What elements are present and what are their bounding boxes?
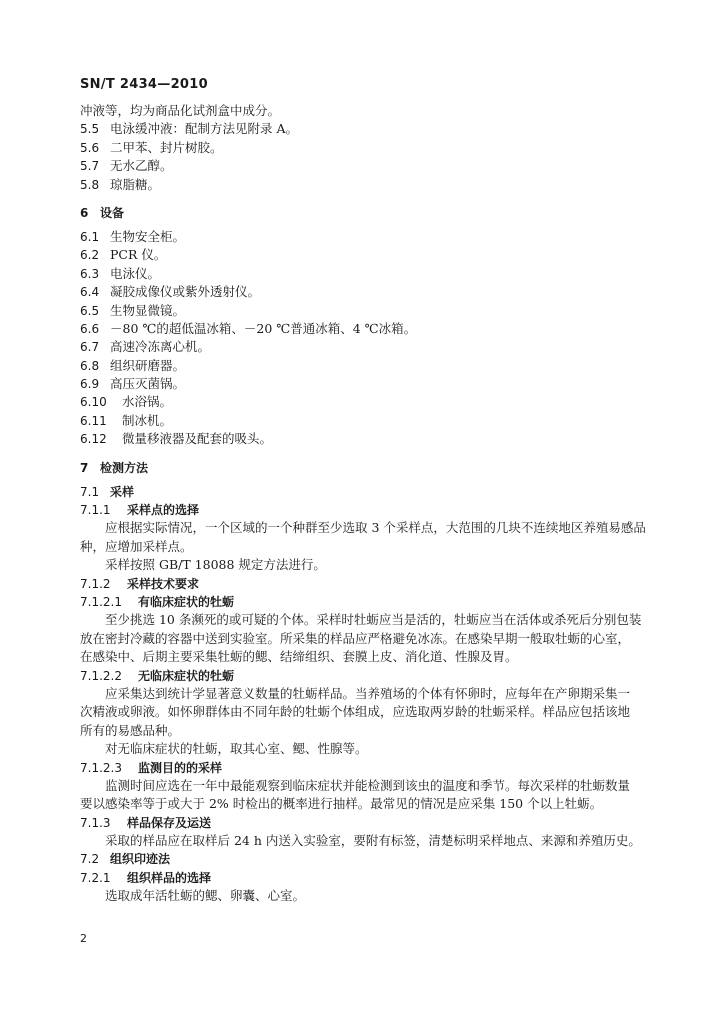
text-line: 冲液等，均为商品化试剂盒中成分。: [80, 103, 281, 118]
section-heading: [80, 455, 646, 479]
paragraph-line: 采样按照 GB/T 18088 规定方法进行。: [105, 557, 326, 573]
list-item: [80, 412, 646, 430]
item-number: 6.6: [80, 321, 100, 336]
list-item: [80, 228, 646, 246]
section-title: 设备: [100, 205, 125, 220]
item-text: 高压灭菌锅。: [110, 376, 186, 392]
list-item: [80, 320, 646, 338]
item-text: PCR 仪。: [110, 247, 167, 263]
list-item: [80, 302, 646, 320]
subsection-heading: [80, 759, 646, 777]
subsection-title: 采样: [110, 484, 135, 499]
item-number: 6.4: [80, 285, 100, 300]
subsection-heading: [80, 501, 646, 519]
paragraph-line: 放在密封冷藏的容器中送到实验室。所采集的样品应严格避免冰冻。在感染早期一般取牡蛎的心室，: [80, 630, 631, 646]
item-number: 6.9: [80, 377, 100, 392]
item-text: 生物安全柜。: [110, 228, 186, 244]
item-number: 6.3: [80, 266, 100, 281]
item-number: 6.5: [80, 303, 100, 318]
list-item: [80, 430, 646, 448]
item-number: 6.12: [80, 432, 107, 447]
subsection-heading: [80, 483, 646, 501]
list-item: [80, 246, 646, 264]
item-text: 电泳仪。: [110, 265, 161, 281]
subsection-title: 无临床症状的牡蛎: [138, 668, 235, 683]
document-body: [80, 102, 646, 906]
item-text: 无水乙醇。: [110, 158, 173, 174]
subsection-heading: [80, 575, 646, 593]
subsection-number: 7.2.1: [80, 870, 111, 885]
paragraph-line: 所有的易感品种。: [80, 722, 181, 738]
item-text: 微量移液器及配套的吸头。: [122, 431, 273, 447]
paragraph: [80, 777, 646, 814]
subsection-number: 7.1.2.2: [80, 668, 122, 683]
subsection-heading: [80, 667, 646, 685]
subsection-number: 7.1.3: [80, 815, 111, 830]
item-text: 凝胶成像仪或紫外透射仪。: [110, 284, 261, 300]
paragraph-line: 种，应增加采样点。: [80, 538, 193, 554]
list-item: [80, 176, 646, 194]
subsection-title: 样品保存及运送: [127, 815, 212, 830]
list-item: [80, 265, 646, 283]
item-text: －80 ℃的超低温冰箱、－20 ℃普通冰箱、4 ℃冰箱。: [110, 320, 417, 336]
subsection-number: 7.1: [80, 484, 100, 499]
paragraph-line: 应采集达到统计学显著意义数量的牡蛎样品。当养殖场的个体有怀卵时，应每年在产卵期采集一: [105, 685, 631, 701]
list-item: [80, 338, 646, 356]
paragraph: [80, 832, 646, 850]
list-item: [80, 393, 646, 411]
item-text: 水浴锅。: [122, 394, 173, 410]
item-number: 5.6: [80, 140, 100, 155]
subsection-heading: [80, 869, 646, 887]
list-item: [80, 283, 646, 301]
section-title: 检测方法: [100, 460, 149, 475]
paragraph-line: 采取的样品应在取样后 24 h 内送入实验室，要附有标签，清楚标明采样地点、来源和养殖历史。: [105, 833, 641, 849]
subsection-heading: [80, 814, 646, 832]
item-number: 6.8: [80, 358, 100, 373]
item-text: 高速冷冻离心机。: [110, 339, 211, 355]
paragraph-line: 至少挑选 10 条濒死的或可疑的个体。采样时牡蛎应当是活的，牡蛎应当在活体或杀死后分别包装: [105, 612, 642, 628]
subsection-heading: [80, 850, 646, 868]
item-number: 5.7: [80, 159, 100, 174]
item-text: 二甲苯、封片树胶。: [110, 139, 223, 155]
page-number: 2: [80, 932, 87, 945]
item-text: 生物显微镜。: [110, 302, 186, 318]
item-number: 6.1: [80, 229, 100, 244]
paragraph: [80, 519, 646, 556]
section-number: 6: [80, 205, 89, 220]
paragraph: [80, 685, 646, 740]
list-item: [80, 157, 646, 175]
item-number: 6.11: [80, 413, 107, 428]
subsection-number: 7.1.2.1: [80, 594, 122, 609]
subsection-title: 监测目的的采样: [138, 760, 223, 775]
subsection-number: 7.1.2.3: [80, 760, 122, 775]
list-item: [80, 375, 646, 393]
item-text: 琼脂糖。: [110, 176, 161, 192]
list-item: [80, 357, 646, 375]
subsection-number: 7.1.2: [80, 576, 111, 591]
paragraph-line: 对无临床症状的牡蛎，取其心室、鳃、性腺等。: [105, 741, 368, 757]
item-text: 组织研磨器。: [110, 357, 186, 373]
section-number: 7: [80, 460, 89, 475]
paragraph: [80, 887, 646, 905]
paragraph-line: 选取成年活牡蛎的鳃、卵囊、心室。: [105, 888, 306, 904]
item-text: 制冰机。: [122, 412, 173, 428]
subsection-title: 采样点的选择: [127, 503, 200, 518]
subsection-heading: [80, 593, 646, 611]
paragraph: [80, 611, 646, 666]
subsection-number: 7.1.1: [80, 503, 111, 518]
section-heading: [80, 200, 646, 224]
paragraph: [80, 740, 646, 758]
paragraph-line: 应根据实际情况，一个区域的一个种群至少选取 3 个采样点，大范围的几块不连续地区养殖易感品: [105, 520, 646, 536]
subsection-title: 有临床症状的牡蛎: [138, 594, 235, 609]
paragraph-line: 监测时间应选在一年中最能观察到临床症状并能检测到该虫的温度和季节。每次采样的牡蛎数量: [105, 777, 631, 793]
subsection-title: 组织样品的选择: [127, 870, 212, 885]
item-number: 6.7: [80, 340, 100, 355]
item-number: 5.8: [80, 177, 100, 192]
item-number: 6.10: [80, 395, 107, 410]
paragraph-line: 要以感染率等于或大于 2% 时检出的概率进行抽样。最常见的情况是应采集 150 个以上牡蛎。: [80, 796, 603, 812]
subsection-title: 采样技术要求: [127, 576, 200, 591]
list-item: [80, 120, 646, 138]
item-text: 电泳缓冲液：配制方法见附录 A。: [110, 121, 299, 137]
item-number: 5.5: [80, 122, 100, 137]
paragraph-line: 次精液或卵液。如怀卵群体由不同年龄的牡蛎个体组成，应选取两岁龄的牡蛎采样。样品应包括该地: [80, 704, 631, 720]
paragraph-line: 在感染中、后期主要采集牡蛎的鳃、结缔组织、套膜上皮、消化道、性腺及胃。: [80, 649, 518, 665]
list-item: [80, 139, 646, 157]
item-number: 6.2: [80, 248, 100, 263]
paragraph: [80, 556, 646, 574]
subsection-number: 7.2: [80, 852, 100, 867]
subsection-title: 组织印迹法: [110, 852, 171, 867]
standard-header: SN/T 2434—2010: [80, 77, 208, 92]
